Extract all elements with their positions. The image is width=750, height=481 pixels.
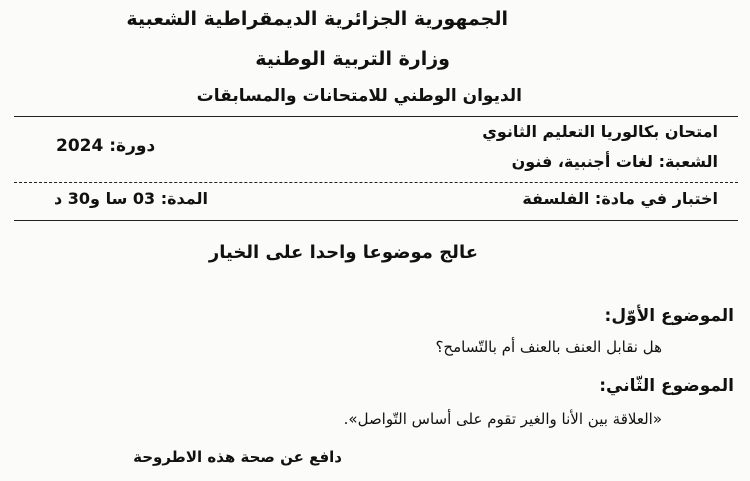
topic-1-label: الموضوع الأوّل: (604, 306, 734, 326)
session-label: دورة: (109, 136, 156, 156)
info-divider (14, 182, 738, 183)
subject-divider (14, 220, 738, 221)
subject-line: اختبار في مادة: الفلسفة (522, 189, 718, 208)
topic-2-label: الموضوع الثّاني: (599, 376, 734, 396)
session-year: 2024 (56, 136, 104, 156)
office-heading: الديوان الوطني للامتحانات والمسابقات (196, 86, 522, 106)
republic-heading: الجمهورية الجزائرية الديمقراطية الشعبية (126, 8, 508, 30)
stream-line: الشعبة: لغات أجنبية، فنون (511, 152, 718, 171)
header-divider (14, 116, 738, 117)
session-line (56, 136, 155, 156)
topic-2-statement: «العلاقة بين الأنا والغير تقوم على أساس التّواصل». (343, 410, 662, 428)
duration-line: المدة: 03 سا و30 د (54, 189, 209, 208)
topic-1-question: هل نقابل العنف بالعنف أم بالتّسامح؟ (435, 338, 662, 356)
exam-title: امتحان بكالوريا التعليم الثانوي (482, 122, 718, 141)
instruction-text: عالج موضوعا واحدا على الخيار (208, 242, 478, 263)
ministry-heading: وزارة التربية الوطنية (255, 48, 450, 70)
topic-2-task: دافع عن صحة هذه الاطروحة (133, 448, 342, 466)
